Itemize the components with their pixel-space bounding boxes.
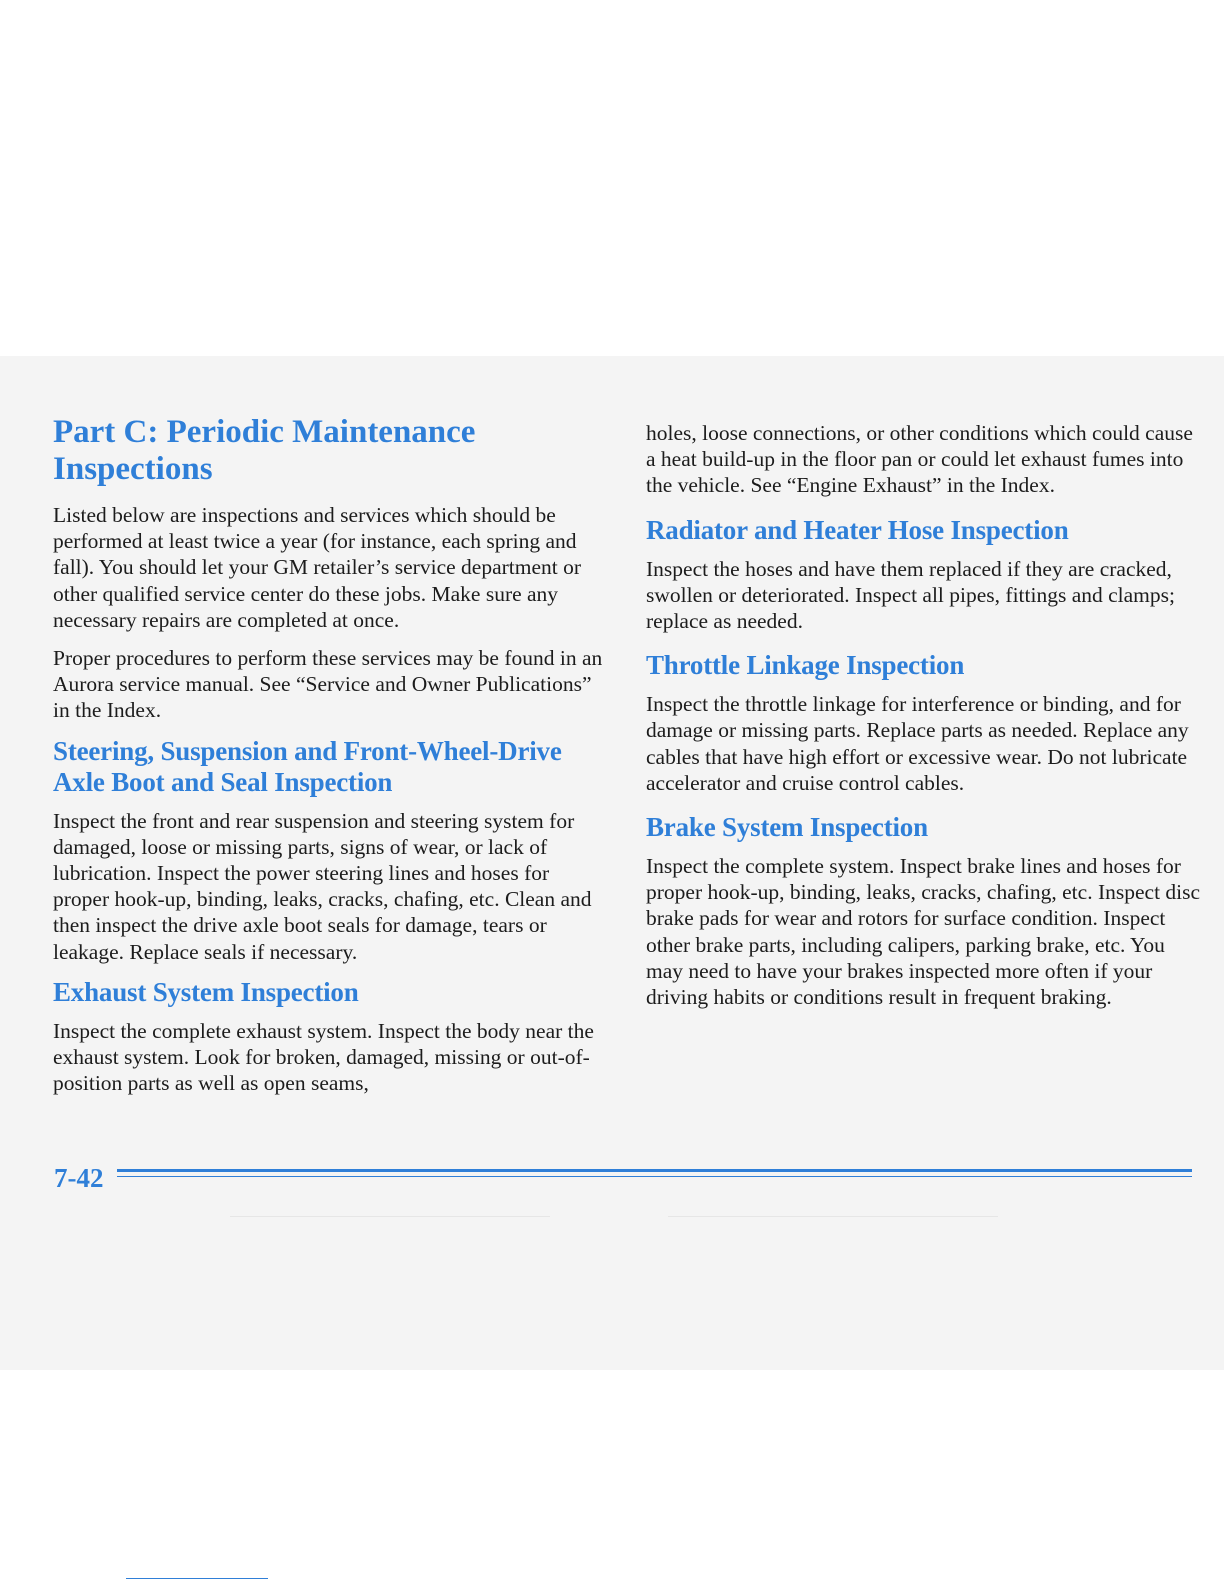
section-body-steering: Inspect the front and rear suspension and steering system for damaged, loose or missing parts, signs of wear, or lack of lubrication. Inspect the power steering lines and hoses for proper hook-up, binding, leaks, cracks, chafing, etc. Clean and then inspect the drive axle boot seals for damage, tears or leakage. Replace seals if necessary. bbox=[53, 808, 592, 964]
section-heading-brake: Brake System Inspection bbox=[646, 812, 928, 843]
section-heading-exhaust: Exhaust System Inspection bbox=[53, 976, 359, 1007]
footer-rule-thin bbox=[117, 1176, 1192, 1177]
page-title: Part C: Periodic Maintenance Inspections bbox=[53, 414, 476, 487]
divider-right bbox=[668, 1216, 998, 1217]
intro-paragraph-2: Proper procedures to perform these services may be found in an Aurora service manual. See “Service and Owner Publications” in the Index. bbox=[53, 646, 603, 723]
section-heading-throttle: Throttle Linkage Inspection bbox=[646, 650, 965, 681]
page-number: 7-42 bbox=[54, 1163, 104, 1193]
left-column bbox=[53, 414, 603, 1108]
section-body-exhaust-continued: holes, loose connections, or other conditions which could cause a heat build-up in the floor pan or could let exhaust fumes into the vehicle. See “Engine Exhaust” in the Index. bbox=[646, 421, 1193, 498]
right-column bbox=[646, 420, 1201, 1026]
section-body-brake: Inspect the complete system. Inspect brake lines and hoses for proper hook-up, binding, leaks, cracks, chafing, etc. Inspect disc brake pads for wear and rotors for surface condition. Inspect other brake parts, including calipers, parking brake, etc. You may need to have your brakes inspected more often if your driving habits or conditions result in frequent braking. bbox=[646, 854, 1201, 1010]
section-heading-steering: Steering, Suspension and Front-Wheel-Drive Axle Boot and Seal Inspection bbox=[53, 735, 562, 797]
intro-paragraph-1: Listed below are inspections and services which should be performed at least twice a year (for instance, each spring and fall). You should let your GM retailer’s service department or other qualified service center do these jobs. Make sure any necessary repairs are completed at once. bbox=[53, 503, 582, 632]
section-body-radiator: Inspect the hoses and have them replaced if they are cracked, swollen or deteriorated. Inspect all pipes, fittings and clamps; replace as needed. bbox=[646, 556, 1175, 634]
section-body-exhaust: Inspect the complete exhaust system. Inspect the body near the exhaust system. Look for broken, damaged, missing or out-of-position parts as well as open seams, bbox=[53, 1018, 594, 1096]
divider-left bbox=[230, 1216, 550, 1217]
footer-rule bbox=[117, 1169, 1192, 1172]
bottom-underline bbox=[126, 1578, 268, 1579]
section-body-throttle: Inspect the throttle linkage for interference or binding, and for damage or missing parts. Replace parts as needed. Replace any cables that have high effort or excessive wear. Do not lubricate accelerator and cruise control cables. bbox=[646, 692, 1189, 795]
section-heading-radiator: Radiator and Heater Hose Inspection bbox=[646, 514, 1069, 545]
